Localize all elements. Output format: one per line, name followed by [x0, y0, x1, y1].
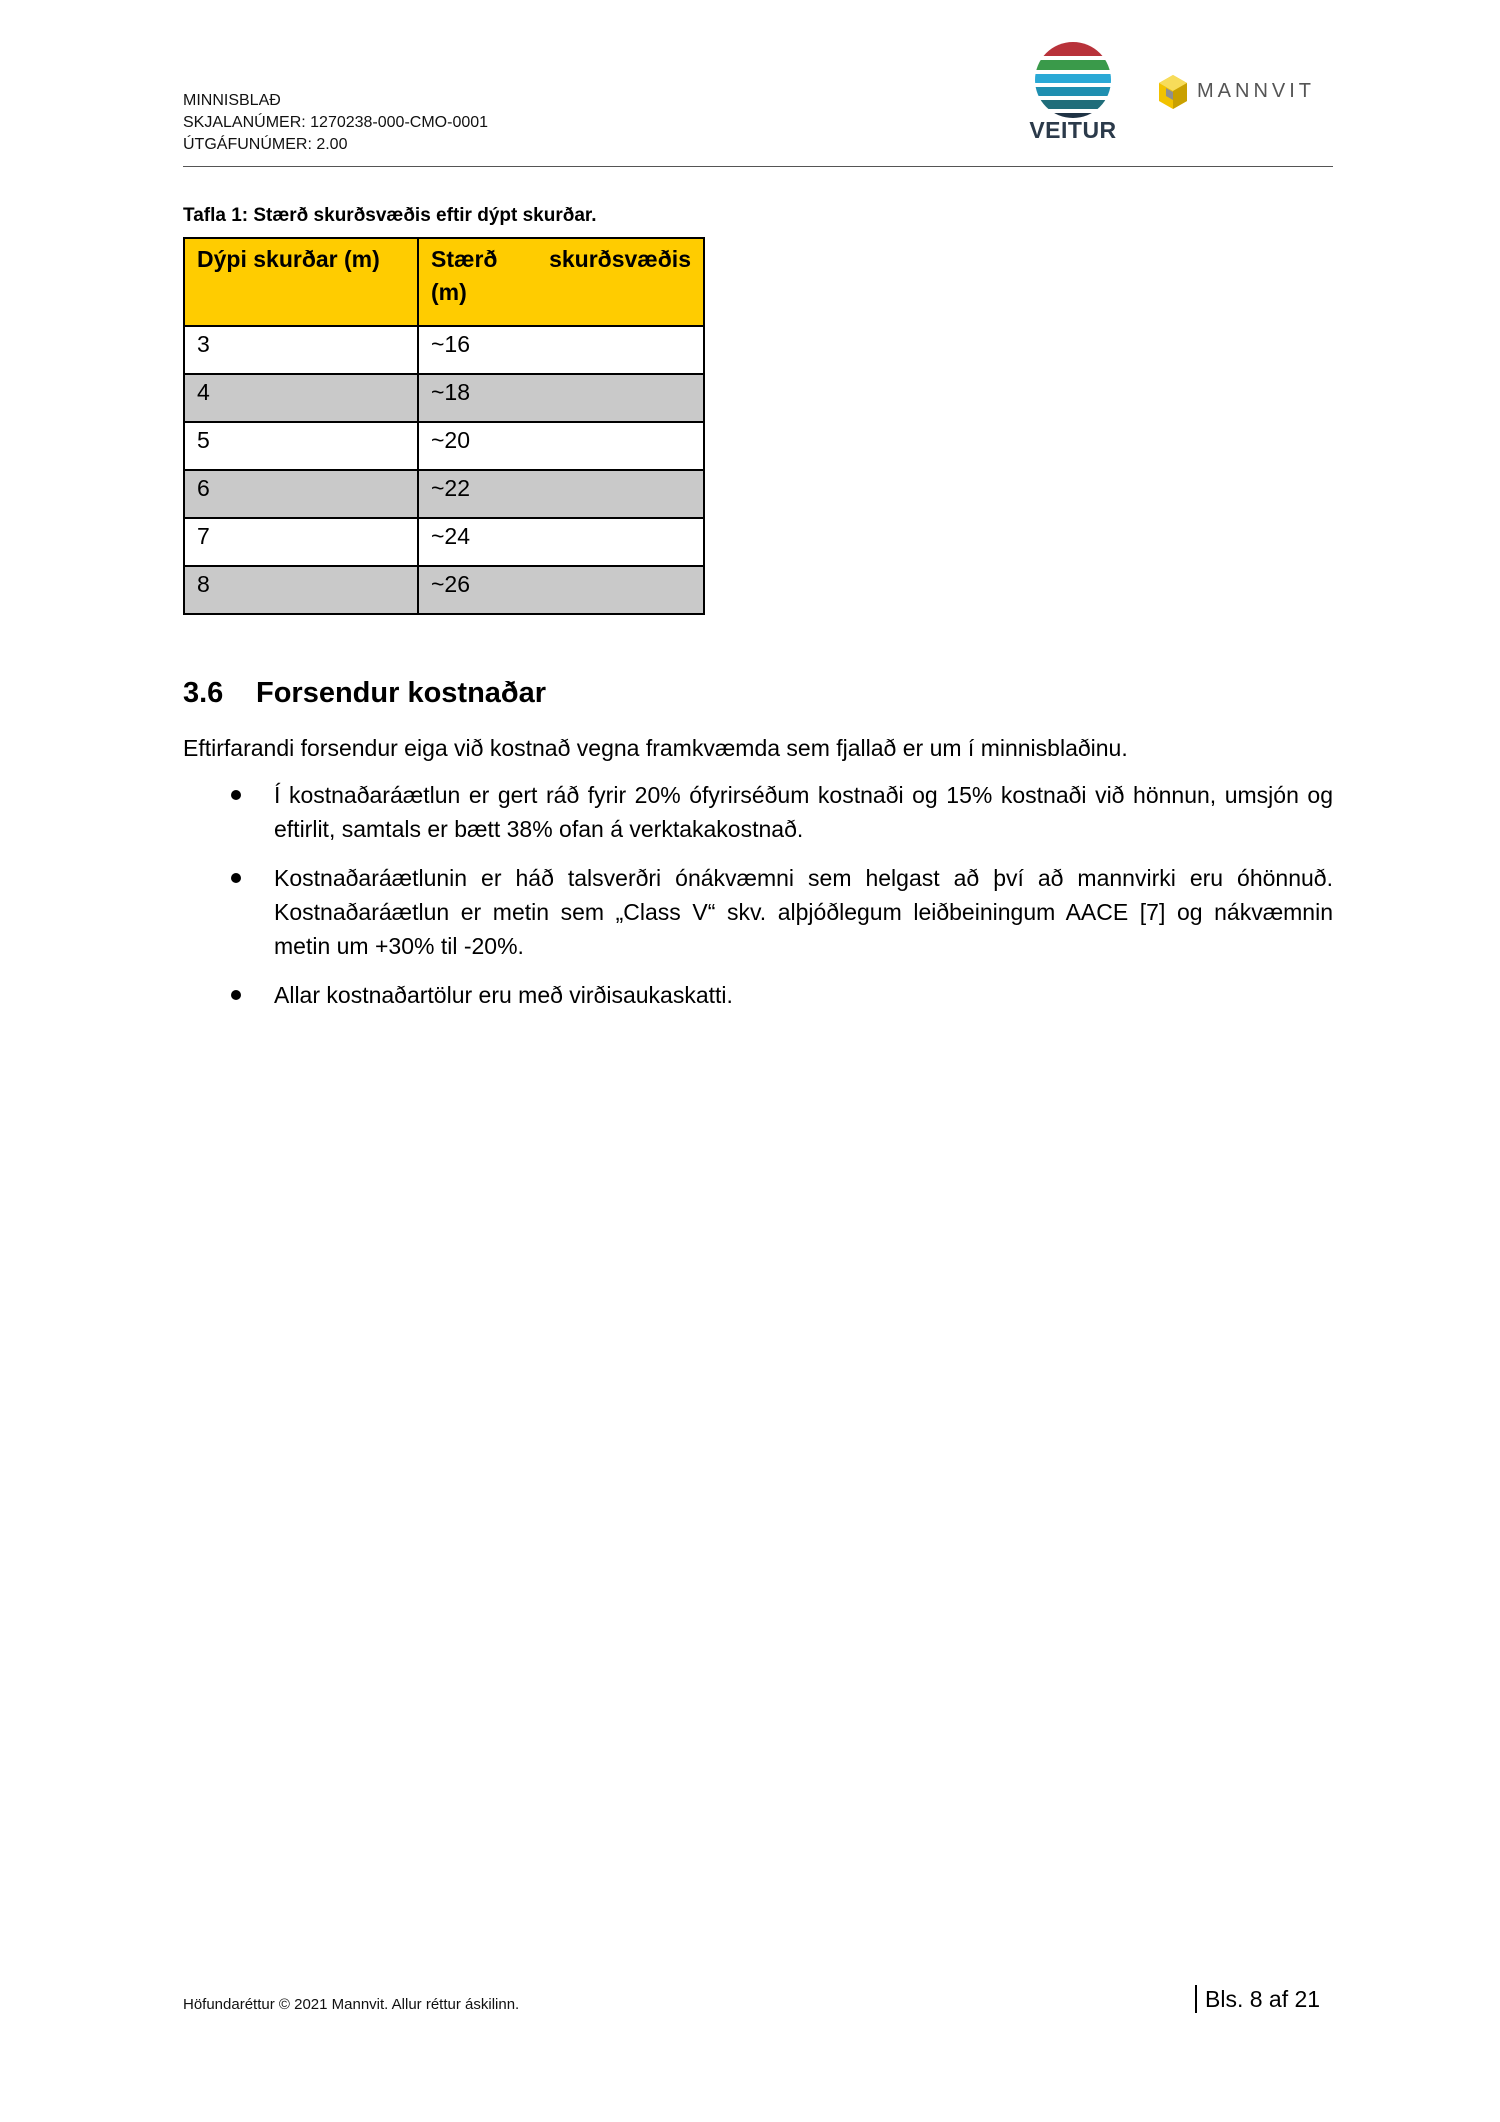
table-row — [184, 326, 704, 374]
list-item — [183, 978, 1333, 1012]
veitur-wordmark: VEITUR — [1029, 117, 1117, 143]
footer-copyright: Höfundaréttur © 2021 Mannvit. Allur réttur áskilinn. — [183, 1996, 520, 2013]
list-item-text: Allar kostnaðartölur eru með virðisaukaskatti. — [274, 982, 733, 1008]
doc-version: ÚTGÁFUNÚMER: 2.00 — [183, 136, 348, 153]
cell-size: ~26 — [418, 566, 704, 614]
cell-depth: 4 — [184, 374, 418, 422]
header-size-word2: skurðsvæðis — [549, 246, 691, 272]
bullet-icon — [231, 790, 241, 800]
table-row — [184, 470, 704, 518]
header-size-word1: Stærð — [431, 246, 498, 272]
section-heading — [183, 677, 546, 710]
table-row — [184, 422, 704, 470]
cell-depth: 7 — [184, 518, 418, 566]
section-title: Forsendur kostnaðar — [256, 677, 547, 709]
list-item-text: Í kostnaðaráætlun er gert ráð fyrir 20% ófyrirséðum kostnaði og 15% kostnaði við hönnun, umsjón og eftirlit, samtals er bætt 38% ofan á verktakakostnað. — [274, 782, 1333, 842]
cell-size: ~16 — [418, 326, 704, 374]
cell-size: ~20 — [418, 422, 704, 470]
mannvit-wordmark: MANNVIT — [1197, 80, 1315, 102]
cell-depth: 8 — [184, 566, 418, 614]
table-row — [184, 566, 704, 614]
page-number: Bls. 8 af 21 — [1195, 1985, 1320, 2013]
header-divider — [183, 166, 1333, 167]
document-header — [183, 90, 488, 156]
bullet-icon — [231, 990, 241, 1000]
table-row — [184, 518, 704, 566]
doc-type: MINNISBLAÐ — [183, 92, 281, 109]
doc-number: SKJALANÚMER: 1270238-000-CMO-0001 — [183, 114, 489, 131]
depth-size-table — [183, 237, 705, 615]
table-header-row — [184, 238, 704, 326]
cell-size: ~18 — [418, 374, 704, 422]
cell-depth: 6 — [184, 470, 418, 518]
header-depth: Dýpi skurðar (m) — [184, 238, 418, 326]
table-row — [184, 374, 704, 422]
header-size — [418, 238, 704, 326]
list-item — [183, 861, 1333, 963]
cell-size: ~24 — [418, 518, 704, 566]
mannvit-logo-icon — [1157, 74, 1189, 110]
list-item-text: Kostnaðaráætlunin er háð talsverðri ónákvæmni sem helgast að því að mannvirki eru óhönnuð. Kostnaðaráætlun er metin sem „Class V“ skv. alþjóðlegum leiðbeiningum AACE [7] og nákvæmnin metin um +30% til -20%. — [274, 865, 1333, 959]
table-caption: Tafla 1: Stærð skurðsvæðis eftir dýpt skurðar. — [183, 205, 597, 226]
cell-depth: 3 — [184, 326, 418, 374]
list-item — [183, 778, 1333, 846]
cell-size: ~22 — [418, 470, 704, 518]
assumptions-list — [183, 778, 1333, 1027]
header-size-unit: (m) — [431, 279, 467, 305]
section-intro: Eftirfarandi forsendur eiga við kostnað vegna framkvæmda sem fjallað er um í minnisblaðinu. — [183, 735, 1128, 761]
section-number: 3.6 — [183, 677, 224, 709]
bullet-icon — [231, 873, 241, 883]
cell-depth: 5 — [184, 422, 418, 470]
